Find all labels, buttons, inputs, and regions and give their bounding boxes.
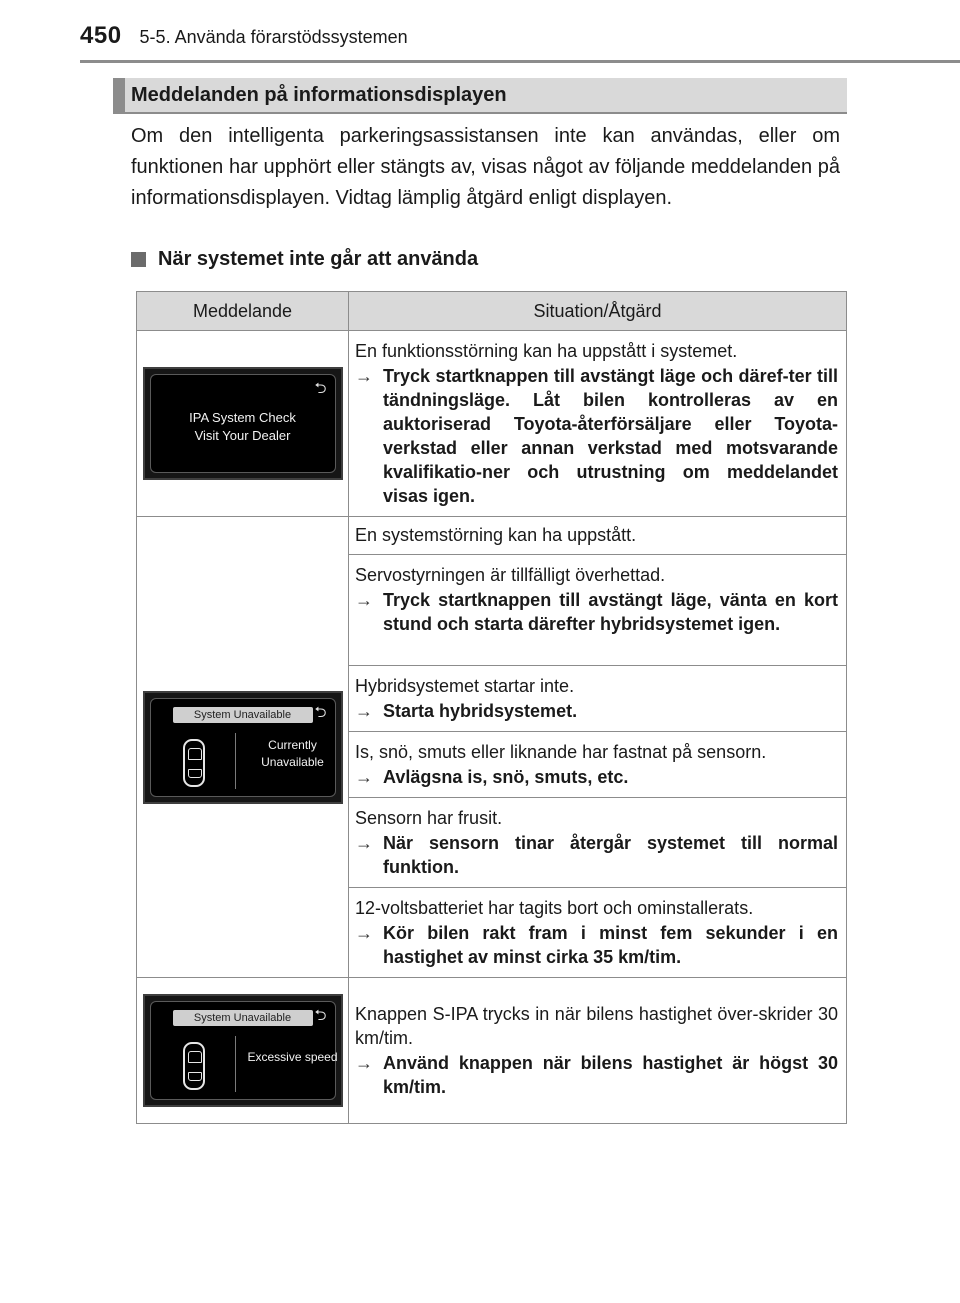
situation-text: Knappen S-IPA trycks in när bilens hastighet över-skrider 30 km/tim. [355,1004,838,1048]
header-rule [80,60,960,63]
display-line: Currently [268,737,317,752]
arrow-icon: → [355,1053,373,1073]
subsection-heading [131,248,478,271]
car-icon [183,1042,205,1090]
message-cell [137,331,349,517]
message-cell [137,978,349,1124]
arrow-icon: → [355,590,373,610]
display-line: Visit Your Dealer [194,428,291,443]
action [355,699,838,723]
situation-cell [349,331,847,517]
section-title: Meddelanden på informationsdisplayen [131,84,507,106]
system-unavailable-pill: System Unavailable [173,707,313,723]
car-icon [183,739,205,787]
back-icon: ⮌ [314,1007,327,1024]
situation-text: Sensorn har frusit. [355,808,503,828]
table-row [137,517,847,555]
situation-cell [349,798,847,888]
action-text: Starta hybridsystemet. [383,701,578,721]
situation-text: Servostyrningen är tillfälligt överhettad. [355,565,666,585]
arrow-icon: → [355,833,373,853]
section-title-bar [113,78,847,114]
arrow-icon: → [355,366,373,386]
action-text: När sensorn tinar återgår systemet till normal funktion. [383,833,838,877]
page-number: 450 [80,22,122,49]
table-row [137,978,847,1124]
system-unavailable-pill: System Unavailable [173,1010,313,1026]
action-text: Använd knappen när bilens hastighet är högst 30 km/tim. [383,1053,838,1097]
back-icon: ⮌ [314,380,327,397]
situation-cell [349,666,847,732]
chapter-title: 5-5. Använda förarstödssystemen [139,27,408,47]
table-header-row [137,292,847,331]
subsection-title: När systemet inte går att använda [158,248,479,270]
arrow-icon: → [355,923,373,943]
action [355,765,838,789]
table-row [137,331,847,517]
page-header [80,22,408,50]
situation-text: Is, snö, smuts eller liknande har fastnat på sensorn. [355,742,767,762]
display-line: Unavailable [261,754,324,769]
message-table [136,291,847,1124]
action [355,921,838,969]
back-icon: ⮌ [314,703,327,721]
action-text: Avlägsna is, snö, smuts, etc. [383,767,629,787]
action-text: Tryck startknappen till avstängt läge och däref-ter till tändningsläge. Låt bilen kontrolleras av en auktoriserad Toyota-återförsäljare eller Toyota-verkstad eller annan verkstad med motsvarande kvalifikatio-ner och utrustning om meddelandet visas igen. [383,366,838,506]
intro-paragraph: Om den intelligenta parkeringsassistansen inte kan användas, eller om funktionen har upphört eller stängts av, visas något av följande meddelanden på informationsdisplayen. Vidtag lämplig åtgärd enligt displayen. [131,125,840,209]
situation-text: En systemstörning kan ha uppstått. [355,525,637,545]
action [355,588,838,636]
action [355,831,838,879]
action-text: Tryck startknappen till avstängt läge, vänta en kort stund och starta därefter hybridsystemet igen. [383,590,838,634]
square-bullet-icon [131,252,146,267]
action-text: Kör bilen rakt fram i minst fem sekunder i en hastighet av minst cirka 35 km/tim. [383,923,838,967]
display-ipa-system-check [143,367,343,480]
header-situation: Situation/Åtgärd [349,292,847,331]
message-cell [137,517,349,978]
arrow-icon: → [355,701,373,721]
display-line: Excessive speed [247,1050,338,1064]
display-excessive-speed [143,994,343,1107]
situation-cell [349,888,847,978]
situation-text: Hybridsystemet startar inte. [355,676,575,696]
action [355,364,838,508]
action [355,1051,838,1099]
situation-text: En funktionsstörning kan ha uppstått i systemet. [355,341,738,361]
situation-cell [349,732,847,798]
arrow-icon: → [355,767,373,787]
display-system-unavailable [143,691,343,804]
situation-cell [349,517,847,555]
situation-cell [349,978,847,1124]
situation-text: 12-voltsbatteriet har tagits bort och ominstallerats. [355,898,754,918]
header-message: Meddelande [137,292,349,331]
display-line: IPA System Check [189,410,296,425]
situation-cell [349,555,847,666]
